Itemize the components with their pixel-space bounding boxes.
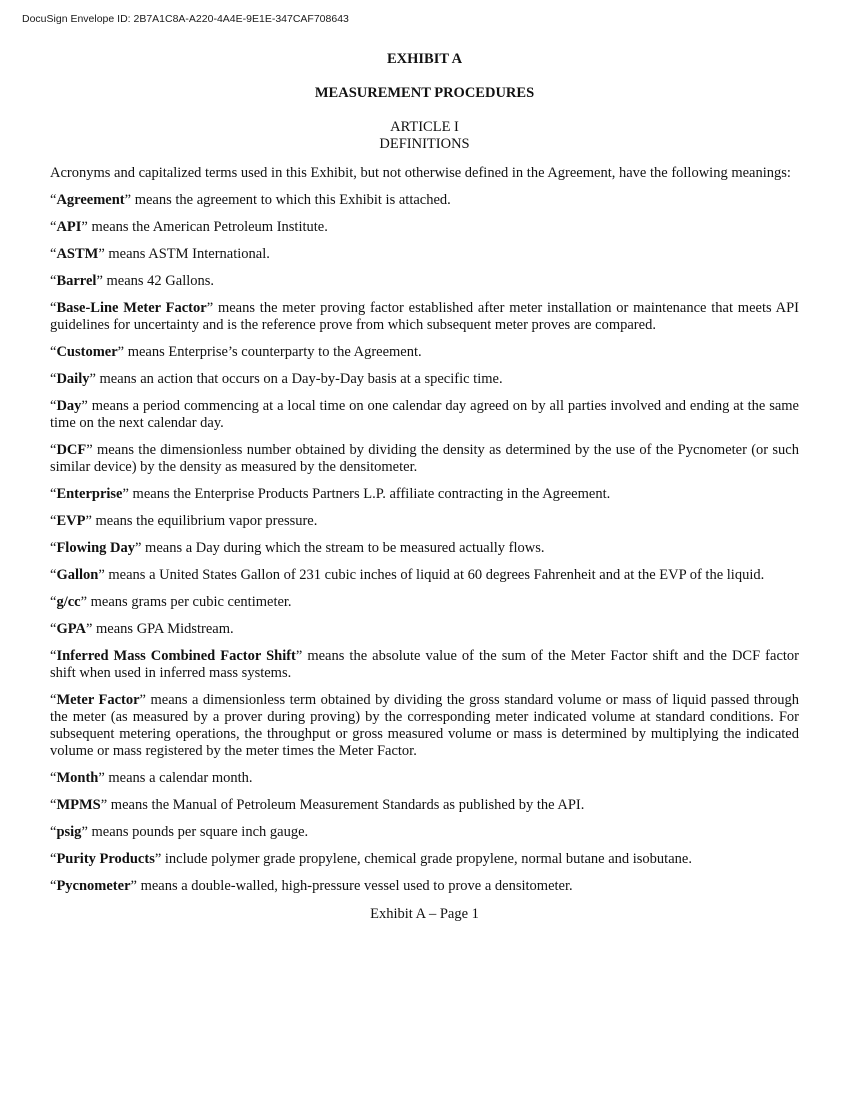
- definition-term: Customer: [56, 344, 118, 360]
- definition-term: Daily: [56, 371, 90, 387]
- exhibit-heading: EXHIBIT A: [386, 51, 463, 67]
- definition-term: Enterprise: [56, 486, 123, 502]
- definition-term: Inferred Mass Combined Factor Shift: [56, 648, 296, 664]
- document-title: MEASUREMENT PROCEDURES: [314, 85, 535, 101]
- definition-item: “Inferred Mass Combined Factor Shift” means the absolute value of the sum of the Meter Factor shift and the DCF factor shift when used in inferred mass systems.: [50, 648, 799, 681]
- definition-term: Pycnometer: [56, 878, 131, 894]
- definition-term: Agreement: [56, 192, 125, 208]
- definition-term: Flowing Day: [56, 540, 135, 556]
- definition-item: “Agreement” means the agreement to which this Exhibit is attached.: [50, 192, 451, 208]
- intro-paragraph: Acronyms and capitalized terms used in this Exhibit, but not otherwise defined in the Agreement, have the following meanings:: [50, 165, 791, 181]
- definition-item: “Gallon” means a United States Gallon of 231 cubic inches of liquid at 60 degrees Fahrenheit and at the EVP of the liquid.: [50, 567, 765, 583]
- definitions-list: [50, 192, 799, 895]
- definition-text: means a Day during which the stream to be measured actually flows.: [141, 540, 545, 556]
- definition-text: means the agreement to which this Exhibit is attached.: [131, 192, 451, 208]
- definition-term: Barrel: [56, 273, 97, 289]
- definition-item: “Daily” means an action that occurs on a Day-by-Day basis at a specific time.: [50, 371, 503, 387]
- definition-text: means a double-walled, high-pressure vessel used to prove a densitometer.: [136, 878, 573, 894]
- definition-term: Gallon: [56, 567, 99, 583]
- definition-item: “API” means the American Petroleum Institute.: [50, 219, 328, 235]
- definition-text: include polymer grade propylene, chemical grade propylene, normal butane and isobutane.: [161, 851, 692, 867]
- definition-item: “Flowing Day” means a Day during which the stream to be measured actually flows.: [50, 540, 545, 556]
- definition-text: means grams per cubic centimeter.: [87, 594, 292, 610]
- definition-item: “EVP” means the equilibrium vapor pressure.: [50, 513, 318, 529]
- definition-text: means a period commencing at a local time on one calendar day agreed on by all parties involved and ending at the same time on the next calendar day.: [50, 398, 799, 431]
- definition-text: means Enterprise’s counterparty to the Agreement.: [124, 344, 422, 360]
- definition-item: “Customer” means Enterprise’s counterparty to the Agreement.: [50, 344, 422, 360]
- definition-item: “psig” means pounds per square inch gauge.: [50, 824, 309, 840]
- definition-item: “Purity Products” include polymer grade propylene, chemical grade propylene, normal butane and isobutane.: [50, 851, 692, 867]
- definition-item: “ASTM” means ASTM International.: [50, 246, 270, 262]
- definition-item: “Barrel” means 42 Gallons.: [50, 273, 215, 289]
- definition-text: means 42 Gallons.: [102, 273, 215, 289]
- definition-item: “Base-Line Meter Factor” means the meter proving factor established after meter installation or maintenance that meets API guidelines for uncertainty and is the reference prove from which subsequent meter proves are compared.: [50, 300, 799, 333]
- definition-item: “GPA” means GPA Midstream.: [50, 621, 234, 637]
- definition-item: “Meter Factor” means a dimensionless term obtained by dividing the gross standard volume or mass of liquid passed through the meter (as measured by a prover during proving) by the corresponding meter indicated volume at standard conditions. For subsequent metering operations, the throughput or gross measured volume or mass is determined by multiplying the indicated volume or mass registered by the meter times the Meter Factor.: [50, 692, 799, 759]
- definition-term: API: [56, 219, 82, 235]
- definition-term: g/cc: [56, 594, 81, 610]
- definition-text: means the Manual of Petroleum Measurement Standards as published by the API.: [107, 797, 585, 813]
- definition-term: psig: [56, 824, 82, 840]
- page-footer: Exhibit A – Page 1: [370, 906, 479, 922]
- definition-text: means a dimensionless term obtained by dividing the gross standard volume or mass of liquid passed through the meter (as measured by a prover during proving) by the corresponding meter indicated volume at standard conditions. For subsequent metering operations, the throughput or gross measured volume or mass is determined by multiplying the indicated volume or mass registered by the meter times the Meter Factor.: [50, 692, 799, 759]
- definition-term: ASTM: [56, 246, 99, 262]
- definition-item: “g/cc” means grams per cubic centimeter.: [50, 594, 292, 610]
- definition-term: MPMS: [56, 797, 101, 813]
- definition-text: means the American Petroleum Institute.: [87, 219, 328, 235]
- definition-text: means pounds per square inch gauge.: [87, 824, 309, 840]
- definition-text: means the dimensionless number obtained by dividing the density as determined by the use of the Pycnometer (or such similar device) by the density as measured by the densitometer.: [50, 442, 799, 475]
- definition-item: “Month” means a calendar month.: [50, 770, 253, 786]
- definition-term: Day: [56, 398, 82, 414]
- definition-text: means the meter proving factor established after meter installation or maintenance that meets API guidelines for uncertainty and is the reference prove from which subsequent meter proves are compared.: [50, 300, 799, 333]
- article-heading: ARTICLE I: [390, 119, 459, 135]
- definition-text: means a calendar month.: [104, 770, 253, 786]
- definition-term: Purity Products: [56, 851, 155, 867]
- definition-item: “Pycnometer” means a double-walled, high-pressure vessel used to prove a densitometer.: [50, 878, 573, 894]
- definition-text: means GPA Midstream.: [92, 621, 234, 637]
- definition-text: means ASTM International.: [104, 246, 270, 262]
- envelope-id: DocuSign Envelope ID: 2B7A1C8A-A220-4A4E-9E1E-347CAF708643: [22, 13, 349, 25]
- definition-term: Month: [56, 770, 99, 786]
- document-body: [50, 51, 799, 923]
- definition-text: means an action that occurs on a Day-by-Day basis at a specific time.: [95, 371, 503, 387]
- definition-term: GPA: [56, 621, 86, 637]
- definition-item: “MPMS” means the Manual of Petroleum Measurement Standards as published by the API.: [50, 797, 585, 813]
- definition-text: means the absolute value of the sum of the Meter Factor shift and the DCF factor shift when used in inferred mass systems.: [50, 648, 799, 681]
- definition-item: “Day” means a period commencing at a local time on one calendar day agreed on by all parties involved and ending at the same time on the next calendar day.: [50, 398, 799, 431]
- definition-item: “DCF” means the dimensionless number obtained by dividing the density as determined by the use of the Pycnometer (or such similar device) by the density as measured by the densitometer.: [50, 442, 799, 475]
- definition-text: means the Enterprise Products Partners L.P. affiliate contracting in the Agreement.: [128, 486, 611, 502]
- definition-term: EVP: [56, 513, 86, 529]
- section-heading: DEFINITIONS: [379, 136, 470, 152]
- definition-text: means the equilibrium vapor pressure.: [91, 513, 318, 529]
- definition-item: “Enterprise” means the Enterprise Products Partners L.P. affiliate contracting in the Agreement.: [50, 486, 611, 502]
- definition-term: DCF: [56, 442, 87, 458]
- definition-term: Meter Factor: [56, 692, 140, 708]
- definition-term: Base-Line Meter Factor: [56, 300, 207, 316]
- definition-text: means a United States Gallon of 231 cubic inches of liquid at 60 degrees Fahrenheit and at the EVP of the liquid.: [104, 567, 765, 583]
